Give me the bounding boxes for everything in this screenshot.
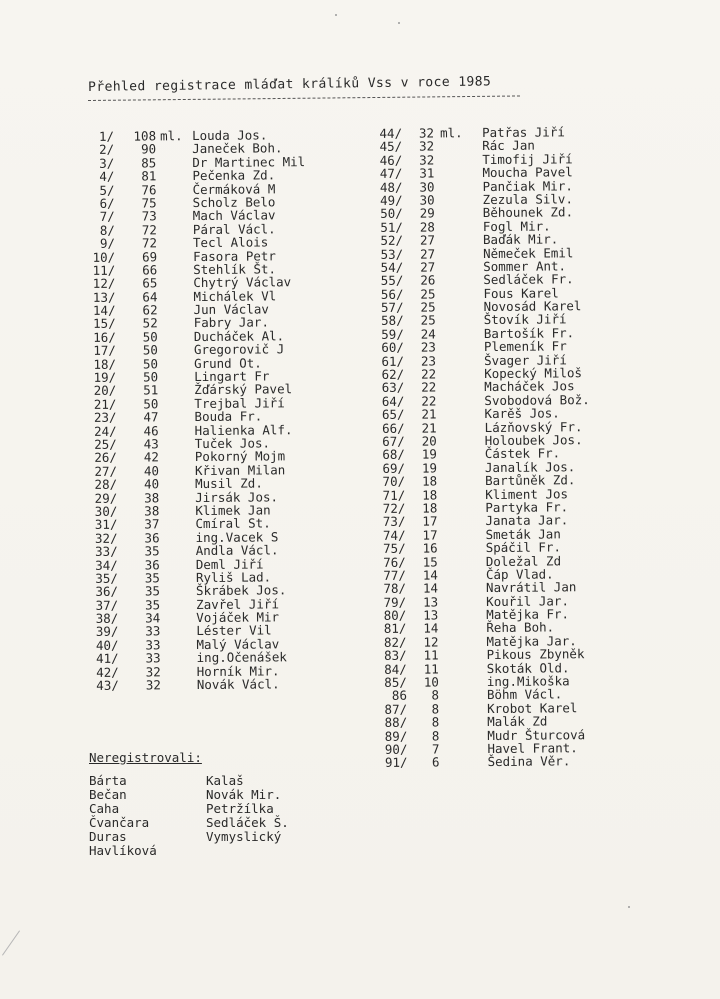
paper-speck: [628, 906, 630, 908]
row-number: 78/: [383, 581, 407, 597]
breeder-name: Švager Jiří: [483, 351, 567, 368]
young-count: 25: [420, 286, 436, 302]
breeder-name: Scholz Belo: [192, 194, 276, 211]
breeder-name: Sommer Ant.: [483, 258, 567, 274]
row-number: 41/: [95, 650, 119, 667]
row-number: 40/: [95, 637, 119, 653]
breeder-name: Řeha Boh.: [486, 619, 555, 636]
young-count: 108: [133, 128, 157, 144]
young-count: 36: [144, 530, 160, 546]
breeder-name: Janalík Jos.: [484, 459, 576, 475]
breeder-name: Novák Václ.: [196, 676, 280, 693]
row-number: 84/: [384, 661, 407, 677]
breeder-name: Plemeník Fr: [483, 338, 567, 355]
row-number: 59/: [381, 326, 404, 342]
young-count: 38: [144, 489, 160, 506]
row-number: 18/: [93, 356, 117, 372]
young-count: 15: [422, 553, 438, 570]
breeder-name: Krobot Karel: [487, 700, 578, 716]
breeder-name: Matějka Fr.: [486, 606, 570, 623]
breeder-name: Částek Fr.: [484, 445, 561, 462]
row-number: 38/: [95, 610, 119, 626]
row-number: 52/: [380, 232, 404, 249]
breeder-name: Dr Martinec Mil: [192, 153, 306, 170]
unregistered-list-a: [89, 774, 157, 858]
young-count: 14: [422, 580, 439, 596]
breeder-name: Matějka Jar.: [486, 633, 577, 649]
breeder-name: Lázňovský Fr.: [484, 418, 583, 435]
breeder-name: Doležal Zd: [485, 552, 562, 569]
young-count: 10: [423, 674, 439, 690]
breeder-name: Mudr Šturcová: [487, 726, 586, 743]
young-count: 26: [420, 272, 436, 288]
breeder-name: Jirsák Jos.: [195, 488, 279, 505]
row-number: 65/: [381, 406, 405, 423]
document-title: Přehled registrace mláďat králíků Vss v roce 1985: [88, 74, 492, 95]
young-count: 13: [423, 594, 439, 610]
breeder-name: Bartůněk Zd.: [485, 472, 576, 489]
row-number: 73/: [382, 514, 406, 530]
breeder-name: Bouda Fr.: [194, 408, 263, 425]
unregistered-name: Kalaš: [206, 773, 244, 788]
young-count: 75: [141, 195, 157, 211]
breeder-name: Vojáček Mir: [196, 609, 280, 626]
young-count: 19: [421, 446, 437, 462]
breeder-name: ing.Mikoška: [486, 673, 570, 690]
breeder-name: Malák Zd: [487, 713, 548, 730]
paper-crease: [2, 930, 20, 955]
breeder-name: Andla Václ.: [195, 542, 279, 559]
row-number: 76/: [383, 554, 406, 570]
row-number: 63/: [381, 380, 405, 396]
young-count: 8: [431, 714, 440, 730]
breeder-name: Smeták Jan: [485, 526, 561, 542]
row-number: 27/: [94, 463, 118, 479]
breeder-name: Spáčil Fr.: [485, 539, 562, 556]
breeder-name: Fabry Jar.: [193, 314, 270, 331]
breeder-name: Čermáková M: [192, 180, 276, 197]
breeder-name: Léster Vil: [196, 622, 272, 639]
breeder-name: Klimek Jan: [195, 502, 271, 518]
young-count: 13: [423, 607, 439, 623]
unit-label: ml.: [439, 125, 463, 141]
unregistered-name: Bárta: [89, 773, 127, 788]
row-number: 10/: [92, 249, 116, 265]
young-count: 33: [145, 650, 161, 666]
row-number: 68/: [382, 447, 405, 463]
young-count: 32: [419, 138, 435, 154]
row-number: 50/: [380, 206, 403, 222]
breeder-name: Gregorovič J: [193, 341, 285, 358]
young-count: 27: [419, 245, 436, 262]
young-count: 52: [142, 315, 158, 331]
breeder-name: Chytrý Václav: [193, 274, 292, 291]
unregistered-name: Bečan: [89, 787, 127, 802]
young-count: 32: [145, 663, 161, 680]
breeder-name: Skoták Old.: [486, 659, 570, 676]
breeder-name: Pančiak Mir.: [482, 177, 573, 194]
row-number: 15/: [93, 316, 116, 332]
row-number: 9/: [99, 235, 116, 251]
unregistered-name: Čvančara: [89, 815, 150, 830]
row-number: 85/: [384, 674, 407, 690]
breeder-name: Páral Václ.: [192, 221, 276, 237]
young-count: 31: [419, 165, 435, 181]
row-number: 61/: [381, 353, 405, 369]
row-number: 32/: [94, 530, 118, 546]
young-count: 64: [142, 289, 158, 305]
row-number: 23/: [93, 409, 117, 426]
young-count: 32: [418, 125, 435, 141]
row-number: 83/: [383, 647, 407, 664]
young-count: 50: [143, 396, 159, 412]
row-number: 60/: [381, 339, 404, 356]
breeder-name: Louda Jos.: [191, 127, 268, 144]
young-count: 22: [421, 366, 437, 382]
unregistered-name: Caha: [89, 801, 120, 816]
breeder-name: Tecl Alois: [192, 234, 269, 251]
young-count: 35: [144, 543, 160, 559]
row-number: 79/: [383, 594, 407, 610]
young-count: 50: [142, 356, 159, 372]
row-number: 47/: [379, 165, 403, 182]
young-count: 22: [421, 393, 437, 409]
row-number: 57/: [380, 299, 404, 316]
breeder-name: Zavřel Jiří: [196, 595, 280, 612]
young-count: 18: [422, 486, 438, 503]
row-number: 74/: [382, 527, 406, 543]
young-count: 27: [420, 259, 436, 275]
breeder-name: Bartošík Fr.: [483, 325, 575, 341]
row-number: 88/: [384, 714, 408, 731]
breeder-name: Malý Václav: [196, 636, 280, 652]
row-number: 67/: [382, 433, 405, 449]
row-number: 5/: [99, 182, 115, 198]
row-number: 11/: [92, 262, 116, 278]
young-count: 12: [423, 634, 439, 650]
young-count: 30: [419, 192, 435, 208]
row-number: 8/: [99, 222, 115, 238]
row-number: 91/: [384, 755, 408, 771]
young-count: 62: [142, 302, 158, 318]
young-count: 29: [419, 205, 435, 221]
young-count: 66: [142, 262, 158, 278]
young-count: 18: [421, 473, 438, 489]
row-number: 44/: [379, 125, 403, 141]
young-count: 85: [141, 155, 157, 171]
row-number: 64/: [381, 393, 405, 409]
title-dashed-rule: [88, 95, 520, 101]
row-number: 28/: [94, 476, 118, 493]
row-number: 39/: [95, 624, 119, 640]
young-count: 11: [423, 661, 439, 677]
row-number: 3/: [99, 155, 115, 171]
breeder-name: Janata Jar.: [485, 512, 569, 529]
unregistered-name: Novák Mir.: [206, 787, 282, 802]
young-count: 43: [143, 436, 159, 452]
young-count: 47: [143, 409, 159, 425]
young-count: 72: [141, 222, 157, 238]
breeder-name: Macháček Jos: [484, 378, 575, 395]
unregistered-heading: Neregistrovali:: [89, 750, 202, 765]
young-count: 30: [419, 179, 435, 195]
young-count: 19: [421, 460, 438, 476]
row-number: 90/: [384, 741, 408, 757]
row-number: 16/: [93, 329, 116, 345]
row-number: 86: [391, 688, 408, 704]
breeder-name: Kouřil Jar.: [486, 592, 570, 609]
young-count: 14: [422, 567, 438, 583]
breeder-name: Šedina Věr.: [487, 753, 571, 770]
breeder-name: Fous Karel: [483, 285, 559, 301]
breeder-name: Cmíral St.: [195, 515, 271, 532]
young-count: 35: [144, 570, 160, 586]
row-number: 80/: [383, 607, 407, 623]
breeder-name: Fogl Mir.: [482, 218, 551, 234]
young-count: 40: [143, 463, 160, 479]
young-count: 42: [143, 449, 159, 465]
registration-list-left: [84, 127, 306, 693]
unregistered-list-b: [206, 774, 289, 844]
young-count: 38: [144, 503, 160, 519]
row-number: 48/: [379, 179, 403, 195]
row-number: 51/: [380, 219, 403, 235]
young-count: 40: [143, 476, 160, 492]
breeder-name: Janeček Boh.: [192, 140, 283, 157]
young-count: 76: [141, 181, 157, 198]
row-number: 36/: [95, 584, 119, 600]
breeder-name: Čáp Vlad.: [485, 566, 554, 582]
unregistered-name: Havlíková: [89, 843, 157, 858]
breeder-name: Lingart Fr: [194, 368, 270, 385]
breeder-name: Horník Mir.: [196, 662, 280, 679]
breeder-name: Kopecký Miloš: [484, 365, 583, 382]
breeder-name: Holoubek Jos.: [484, 432, 583, 449]
row-number: 81/: [383, 621, 407, 637]
row-number: 45/: [379, 139, 403, 155]
breeder-name: Běhounek Zd.: [482, 204, 574, 221]
breeder-name: Havel Frant.: [487, 740, 578, 756]
paper-speck: [335, 14, 337, 16]
breeder-name: Štovík Jiří: [483, 311, 567, 328]
unregistered-name: Sedláček Š.: [206, 815, 289, 830]
row-number: 24/: [93, 423, 117, 439]
young-count: 90: [141, 141, 157, 157]
breeder-name: Tuček Jos.: [194, 435, 271, 452]
row-number: 87/: [384, 701, 408, 717]
breeder-name: Sedláček Fr.: [483, 271, 574, 288]
row-number: 6/: [99, 195, 115, 211]
breeder-name: Deml Jiří: [195, 555, 264, 572]
young-count: 81: [141, 168, 157, 184]
young-count: 25: [420, 299, 436, 315]
breeder-name: Fasora Petr: [193, 247, 276, 264]
row-number: 29/: [94, 490, 118, 506]
row-number: 31/: [94, 517, 118, 533]
row-number: 70/: [382, 473, 406, 490]
breeder-name: Svobodová Bož.: [484, 391, 590, 408]
row-number: 43/: [96, 677, 119, 693]
row-number: 13/: [92, 289, 116, 305]
row-number: 56/: [380, 286, 404, 302]
young-count: 46: [143, 422, 159, 439]
row-number: 30/: [94, 503, 118, 519]
breeder-name: Křivan Milan: [194, 462, 286, 478]
breeder-name: Michálek Vl: [193, 288, 277, 304]
breeder-name: Zezula Silv.: [482, 191, 574, 207]
row-number: 34/: [95, 557, 118, 573]
breeder-name: Partyka Fr.: [485, 499, 569, 515]
row-number: 66/: [381, 420, 405, 436]
breeder-name: Karěš Jos.: [484, 405, 560, 422]
young-count: 23: [420, 353, 437, 369]
row-number: 82/: [383, 634, 407, 650]
young-count: 24: [420, 326, 436, 342]
breeder-name: Grund Ot.: [193, 355, 262, 371]
breeder-name: Moucha Pavel: [482, 164, 573, 181]
young-count: 51: [143, 382, 159, 398]
breeder-name: Ryliš Lad.: [195, 569, 272, 585]
breeder-name: Novosád Karel: [483, 298, 582, 315]
breeder-name: Trejbal Jiří: [194, 395, 285, 411]
young-count: 17: [422, 513, 438, 529]
row-number: 62/: [381, 366, 405, 382]
young-count: 22: [421, 379, 437, 396]
young-count: 8: [431, 728, 440, 744]
breeder-name: Stehlík Št.: [193, 261, 277, 277]
breeder-name: Kliment Jos: [485, 485, 569, 502]
young-count: 50: [142, 329, 158, 345]
row-number: 49/: [379, 192, 403, 208]
young-count: 14: [423, 620, 439, 637]
row-number: 26/: [94, 450, 117, 466]
young-count: 27: [419, 232, 436, 248]
row-number: 19/: [93, 369, 117, 385]
breeder-name: ing.Vacek S: [195, 529, 279, 545]
row-number: 42/: [96, 664, 119, 680]
young-count: 18: [422, 500, 438, 516]
row-number: 20/: [93, 383, 117, 399]
breeder-name: Ducháček Al.: [193, 328, 285, 344]
breeder-name: Jun Václav: [193, 301, 269, 318]
breeder-name: Škrábek Jos.: [195, 582, 287, 599]
breeder-name: Halienka Alf.: [194, 421, 293, 438]
row-number: 58/: [381, 313, 404, 329]
row-number: 77/: [383, 567, 406, 583]
young-count: 21: [421, 420, 437, 436]
paper-speck: [398, 22, 400, 24]
row-number: 35/: [95, 570, 118, 586]
row-number: 71/: [382, 487, 406, 503]
young-count: 7: [431, 741, 440, 757]
breeder-name: Pečenka Zd.: [192, 167, 276, 184]
young-count: 21: [421, 406, 437, 422]
young-count: 8: [431, 701, 440, 717]
young-count: 33: [145, 637, 161, 653]
registration-list-right: [372, 124, 590, 771]
row-number: 25/: [94, 436, 117, 452]
young-count: 35: [145, 597, 161, 613]
row-number: 89/: [384, 728, 408, 744]
young-count: 28: [419, 219, 435, 235]
young-count: 69: [141, 248, 158, 265]
young-count: 25: [420, 312, 436, 329]
young-count: 33: [145, 623, 161, 639]
row-number: 54/: [380, 259, 404, 275]
breeder-name: Navrátil Jan: [485, 579, 577, 596]
young-count: 73: [141, 208, 157, 224]
row-number: 2/: [99, 142, 115, 158]
row-number: 4/: [99, 168, 115, 185]
breeder-name: Pokorný Mojm: [194, 448, 286, 465]
breeder-name: Patřas Jiří: [481, 124, 565, 141]
young-count: 20: [421, 433, 437, 449]
row-number: 1/: [98, 128, 115, 144]
row-number: 21/: [93, 396, 117, 412]
young-count: 23: [420, 339, 436, 355]
row-number: 33/: [95, 543, 118, 560]
breeder-name: Rác Jan: [482, 137, 535, 154]
breeder-name: Musil Zd.: [195, 475, 263, 492]
row-number: 7/: [99, 209, 115, 225]
young-count: 37: [144, 516, 160, 532]
young-count: 32: [145, 677, 161, 693]
young-count: 32: [419, 152, 435, 168]
young-count: 36: [144, 556, 160, 572]
breeder-name: Baďák Mir.: [482, 231, 559, 248]
young-count: 11: [423, 647, 439, 663]
row-number: 37/: [95, 597, 119, 613]
young-count: 50: [143, 369, 159, 385]
young-count: 16: [422, 540, 438, 556]
young-count: 34: [145, 610, 161, 626]
unit-label: ml.: [159, 128, 183, 144]
young-count: 35: [144, 583, 161, 599]
row-number: 72/: [382, 500, 406, 516]
young-count: 50: [142, 342, 158, 358]
row-number: 53/: [380, 246, 404, 262]
breeder-name: Žďárský Pavel: [194, 381, 293, 398]
row-number: 55/: [380, 273, 404, 289]
row-number: 14/: [92, 302, 116, 319]
breeder-name: ing.Očenášek: [196, 649, 287, 666]
row-number: 75/: [383, 540, 406, 557]
breeder-name: Mach Václav: [192, 207, 276, 224]
breeder-name: Němeček Emil: [483, 244, 574, 261]
breeder-name: Böhm Václ.: [486, 686, 563, 703]
young-count: 65: [142, 275, 158, 291]
unregistered-name: Vymyslický: [206, 829, 282, 844]
row-number: 69/: [382, 460, 406, 476]
young-count: 72: [141, 235, 158, 251]
row-number: 12/: [92, 276, 116, 292]
row-number: 46/: [379, 152, 403, 168]
young-count: 17: [422, 527, 438, 543]
young-count: 6: [431, 754, 440, 770]
breeder-name: Timofij Jiří: [482, 151, 573, 167]
unregistered-name: Duras: [89, 829, 127, 844]
breeder-name: Pikous Zbyněk: [486, 646, 585, 663]
young-count: 8: [431, 687, 440, 703]
unregistered-name: Petržílka: [206, 801, 274, 816]
row-number: 17/: [93, 342, 116, 359]
